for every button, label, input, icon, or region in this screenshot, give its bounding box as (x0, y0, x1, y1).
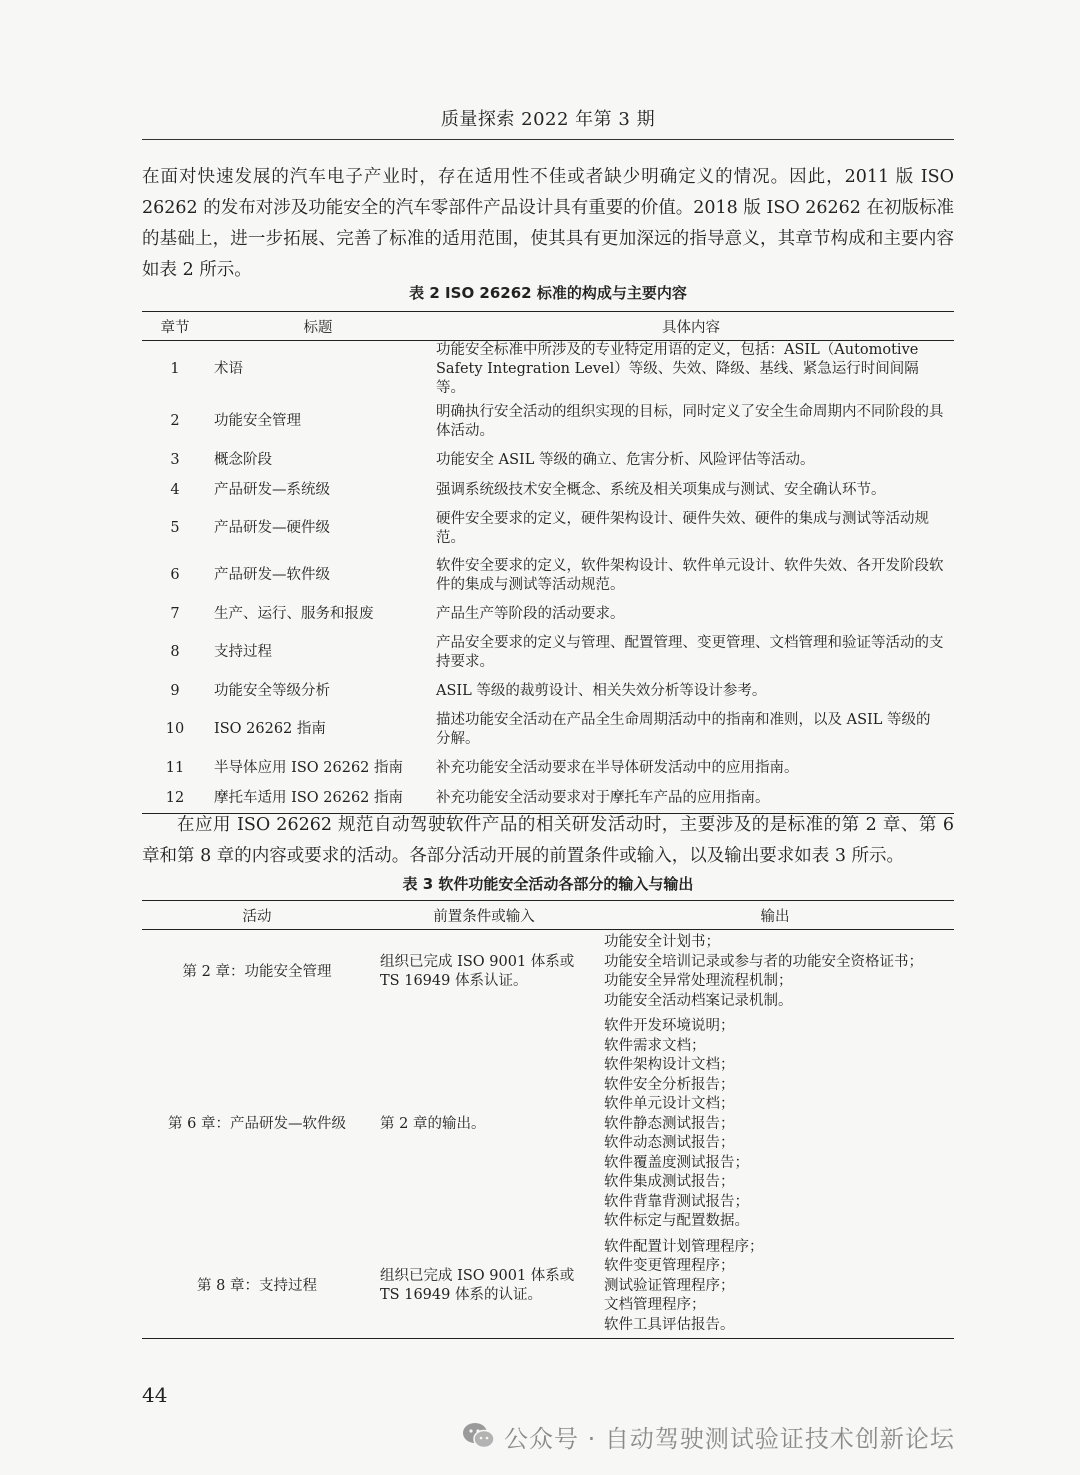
cell-content: 明确执行安全活动的组织实现的目标，同时定义了安全生命周期内不同阶段的具体活动。 (436, 403, 944, 439)
output-item: 软件集成测试报告； (604, 1174, 735, 1190)
table-row (142, 930, 954, 1015)
table-row (142, 475, 954, 505)
output-item: 功能安全计划书； (604, 934, 720, 950)
cell-content: 补充功能安全活动要求对于摩托车产品的应用指南。 (436, 789, 770, 806)
table-row (142, 676, 954, 706)
output-item: 软件配置计划管理程序； (604, 1238, 764, 1255)
cell-content: 功能安全标准中所涉及的专业特定用语的定义，包括：ASIL（Automotive Safety Integration Level）等级、失效、降级、基线、紧急运行时间间隔等。 (436, 342, 919, 396)
cell-content: 软件安全要求的定义，软件架构设计、软件单元设计、软件失效、各开发阶段软件的集成与测试等活动规范。 (436, 557, 944, 593)
table-row (142, 398, 954, 445)
cell-content: 强调系统级技术安全概念、系统及相关项集成与测试、安全确认环节。 (436, 481, 886, 498)
cell-chapter: 9 (170, 682, 180, 699)
cell-output (596, 1235, 954, 1339)
table-row (142, 706, 954, 753)
table3-header-output: 输出 (760, 908, 790, 925)
table-row (142, 341, 954, 399)
cell-chapter: 7 (170, 605, 180, 622)
table-row (142, 599, 954, 629)
watermark (462, 1418, 955, 1454)
table3-header-input: 前置条件或输入 (433, 908, 535, 925)
output-item: 软件开发环境说明； (604, 1018, 735, 1034)
cell-title: 半导体应用 ISO 26262 指南 (214, 759, 404, 776)
cell-chapter: 1 (170, 361, 180, 377)
output-item: 软件需求文档； (604, 1037, 706, 1054)
cell-activity: 第 8 章：支持过程 (197, 1277, 317, 1294)
cell-content: ASIL 等级的裁剪设计、相关失效分析等设计参考。 (436, 682, 767, 699)
output-item: 软件背靠背测试报告； (604, 1193, 749, 1210)
output-item: 文档管理程序； (604, 1297, 706, 1313)
paragraph-application: 在应用 ISO 26262 规范自动驾驶软件产品的相关研发活动时，主要涉及的是标准的第 2 章、第 6 章和第 8 章的内容或要求的活动。各部分活动开展的前置条件或输入，以及输出要求如表 3 所示。 (142, 815, 954, 866)
cell-input: 第 2 章的输出。 (380, 1115, 486, 1132)
output-item: 测试验证管理程序； (604, 1277, 735, 1294)
cell-title: 摩托车适用 ISO 26262 指南 (214, 789, 404, 806)
cell-chapter: 3 (170, 451, 180, 468)
table-row (142, 1014, 954, 1235)
table-row (142, 753, 954, 783)
cell-input: 组织已完成 ISO 9001 体系或 TS 16949 体系的认证。 (380, 1268, 575, 1304)
output-item: 软件工具评估报告。 (604, 1316, 735, 1333)
output-item: 软件单元设计文档； (604, 1096, 735, 1112)
wechat-icon (462, 1421, 496, 1451)
table2 (142, 311, 954, 814)
table2-header-title: 标题 (303, 319, 333, 336)
table2-header-content: 具体内容 (662, 319, 720, 336)
table-row (142, 629, 954, 676)
cell-title: 概念阶段 (214, 451, 272, 468)
output-item: 软件动态测试报告； (604, 1135, 735, 1151)
output-item: 软件标定与配置数据。 (604, 1213, 749, 1229)
cell-content: 描述功能安全活动在产品全生命周期活动中的指南和准则，以及 ASIL 等级的分解。 (436, 711, 931, 747)
table3-caption: 表 3 软件功能安全活动各部分的输入与输出 (402, 875, 694, 893)
table-row (142, 1235, 954, 1339)
cell-activity: 第 2 章：功能安全管理 (182, 963, 332, 980)
journal-header: 质量探索 2022 年第 3 期 (142, 105, 954, 140)
cell-chapter: 6 (170, 567, 180, 583)
cell-chapter: 11 (165, 759, 185, 776)
paragraph-intro: 在面对快速发展的汽车电子产业时，存在适用性不佳或者缺少明确定义的情况。因此，2011 版 ISO 26262 的发布对涉及功能安全的汽车零部件产品设计具有重要的价值。2018 版 ISO 26262 在初版标准的基础上，进一步拓展、完善了标准的适用范围，使其具有更加深远的指导意义，其章节构成和主要内容如表 2 所示。 (142, 167, 954, 280)
table2-header-chapter: 章节 (160, 319, 190, 336)
output-item: 功能安全异常处理流程机制； (604, 973, 793, 989)
cell-content: 补充功能安全活动要求在半导体研发活动中的应用指南。 (436, 759, 799, 776)
table3-header-row (142, 901, 954, 930)
output-item: 软件静态测试报告； (604, 1115, 735, 1132)
table3-header-activity: 活动 (242, 908, 272, 925)
table-row (142, 445, 954, 475)
cell-content: 产品安全要求的定义与管理、配置管理、变更管理、文档管理和验证等活动的支持要求。 (436, 634, 944, 670)
output-item: 软件覆盖度测试报告； (604, 1154, 749, 1171)
cell-title: 术语 (214, 361, 243, 377)
cell-output (596, 930, 954, 1015)
cell-title: 功能安全管理 (214, 413, 301, 429)
cell-title: 产品研发—软件级 (214, 567, 330, 583)
table2-caption: 表 2 ISO 26262 标准的构成与主要内容 (409, 284, 687, 302)
cell-chapter: 10 (165, 721, 185, 737)
cell-title: 支持过程 (214, 644, 272, 660)
cell-title: ISO 26262 指南 (214, 721, 326, 737)
cell-title: 生产、运行、服务和报废 (214, 605, 374, 622)
cell-title: 产品研发—系统级 (214, 481, 330, 498)
cell-content: 产品生产等阶段的活动要求。 (436, 605, 625, 622)
cell-chapter: 2 (170, 413, 180, 429)
cell-chapter: 12 (165, 789, 185, 806)
cell-input: 组织已完成 ISO 9001 体系或 TS 16949 体系认证。 (380, 954, 575, 989)
cell-content: 功能安全 ASIL 等级的确立、危害分析、风险评估等活动。 (436, 451, 815, 468)
watermark-text: 公众号 · 自动驾驶测试验证技术创新论坛 (504, 1424, 955, 1453)
cell-activity: 第 6 章：产品研发—软件级 (168, 1115, 346, 1132)
output-item: 软件安全分析报告； (604, 1076, 735, 1093)
output-item: 软件架构设计文档； (604, 1057, 735, 1073)
output-item: 功能安全活动档案记录机制。 (604, 992, 793, 1009)
output-item: 软件变更管理程序； (604, 1258, 735, 1274)
cell-content: 硬件安全要求的定义，硬件架构设计、硬件失效、硬件的集成与测试等活动规范。 (436, 510, 929, 546)
table-row (142, 552, 954, 599)
page-number: 44 (142, 1383, 168, 1407)
cell-chapter: 5 (170, 520, 180, 536)
cell-output (596, 1014, 954, 1235)
table2-header-row (142, 312, 954, 341)
output-item: 功能安全培训记录或参与者的功能安全资格证书； (604, 953, 923, 970)
cell-chapter: 4 (170, 481, 180, 498)
cell-chapter: 8 (170, 644, 180, 660)
table-row (142, 505, 954, 552)
table-row (142, 783, 954, 814)
cell-title: 功能安全等级分析 (214, 682, 330, 699)
cell-title: 产品研发—硬件级 (214, 520, 330, 536)
table3 (142, 900, 954, 1339)
